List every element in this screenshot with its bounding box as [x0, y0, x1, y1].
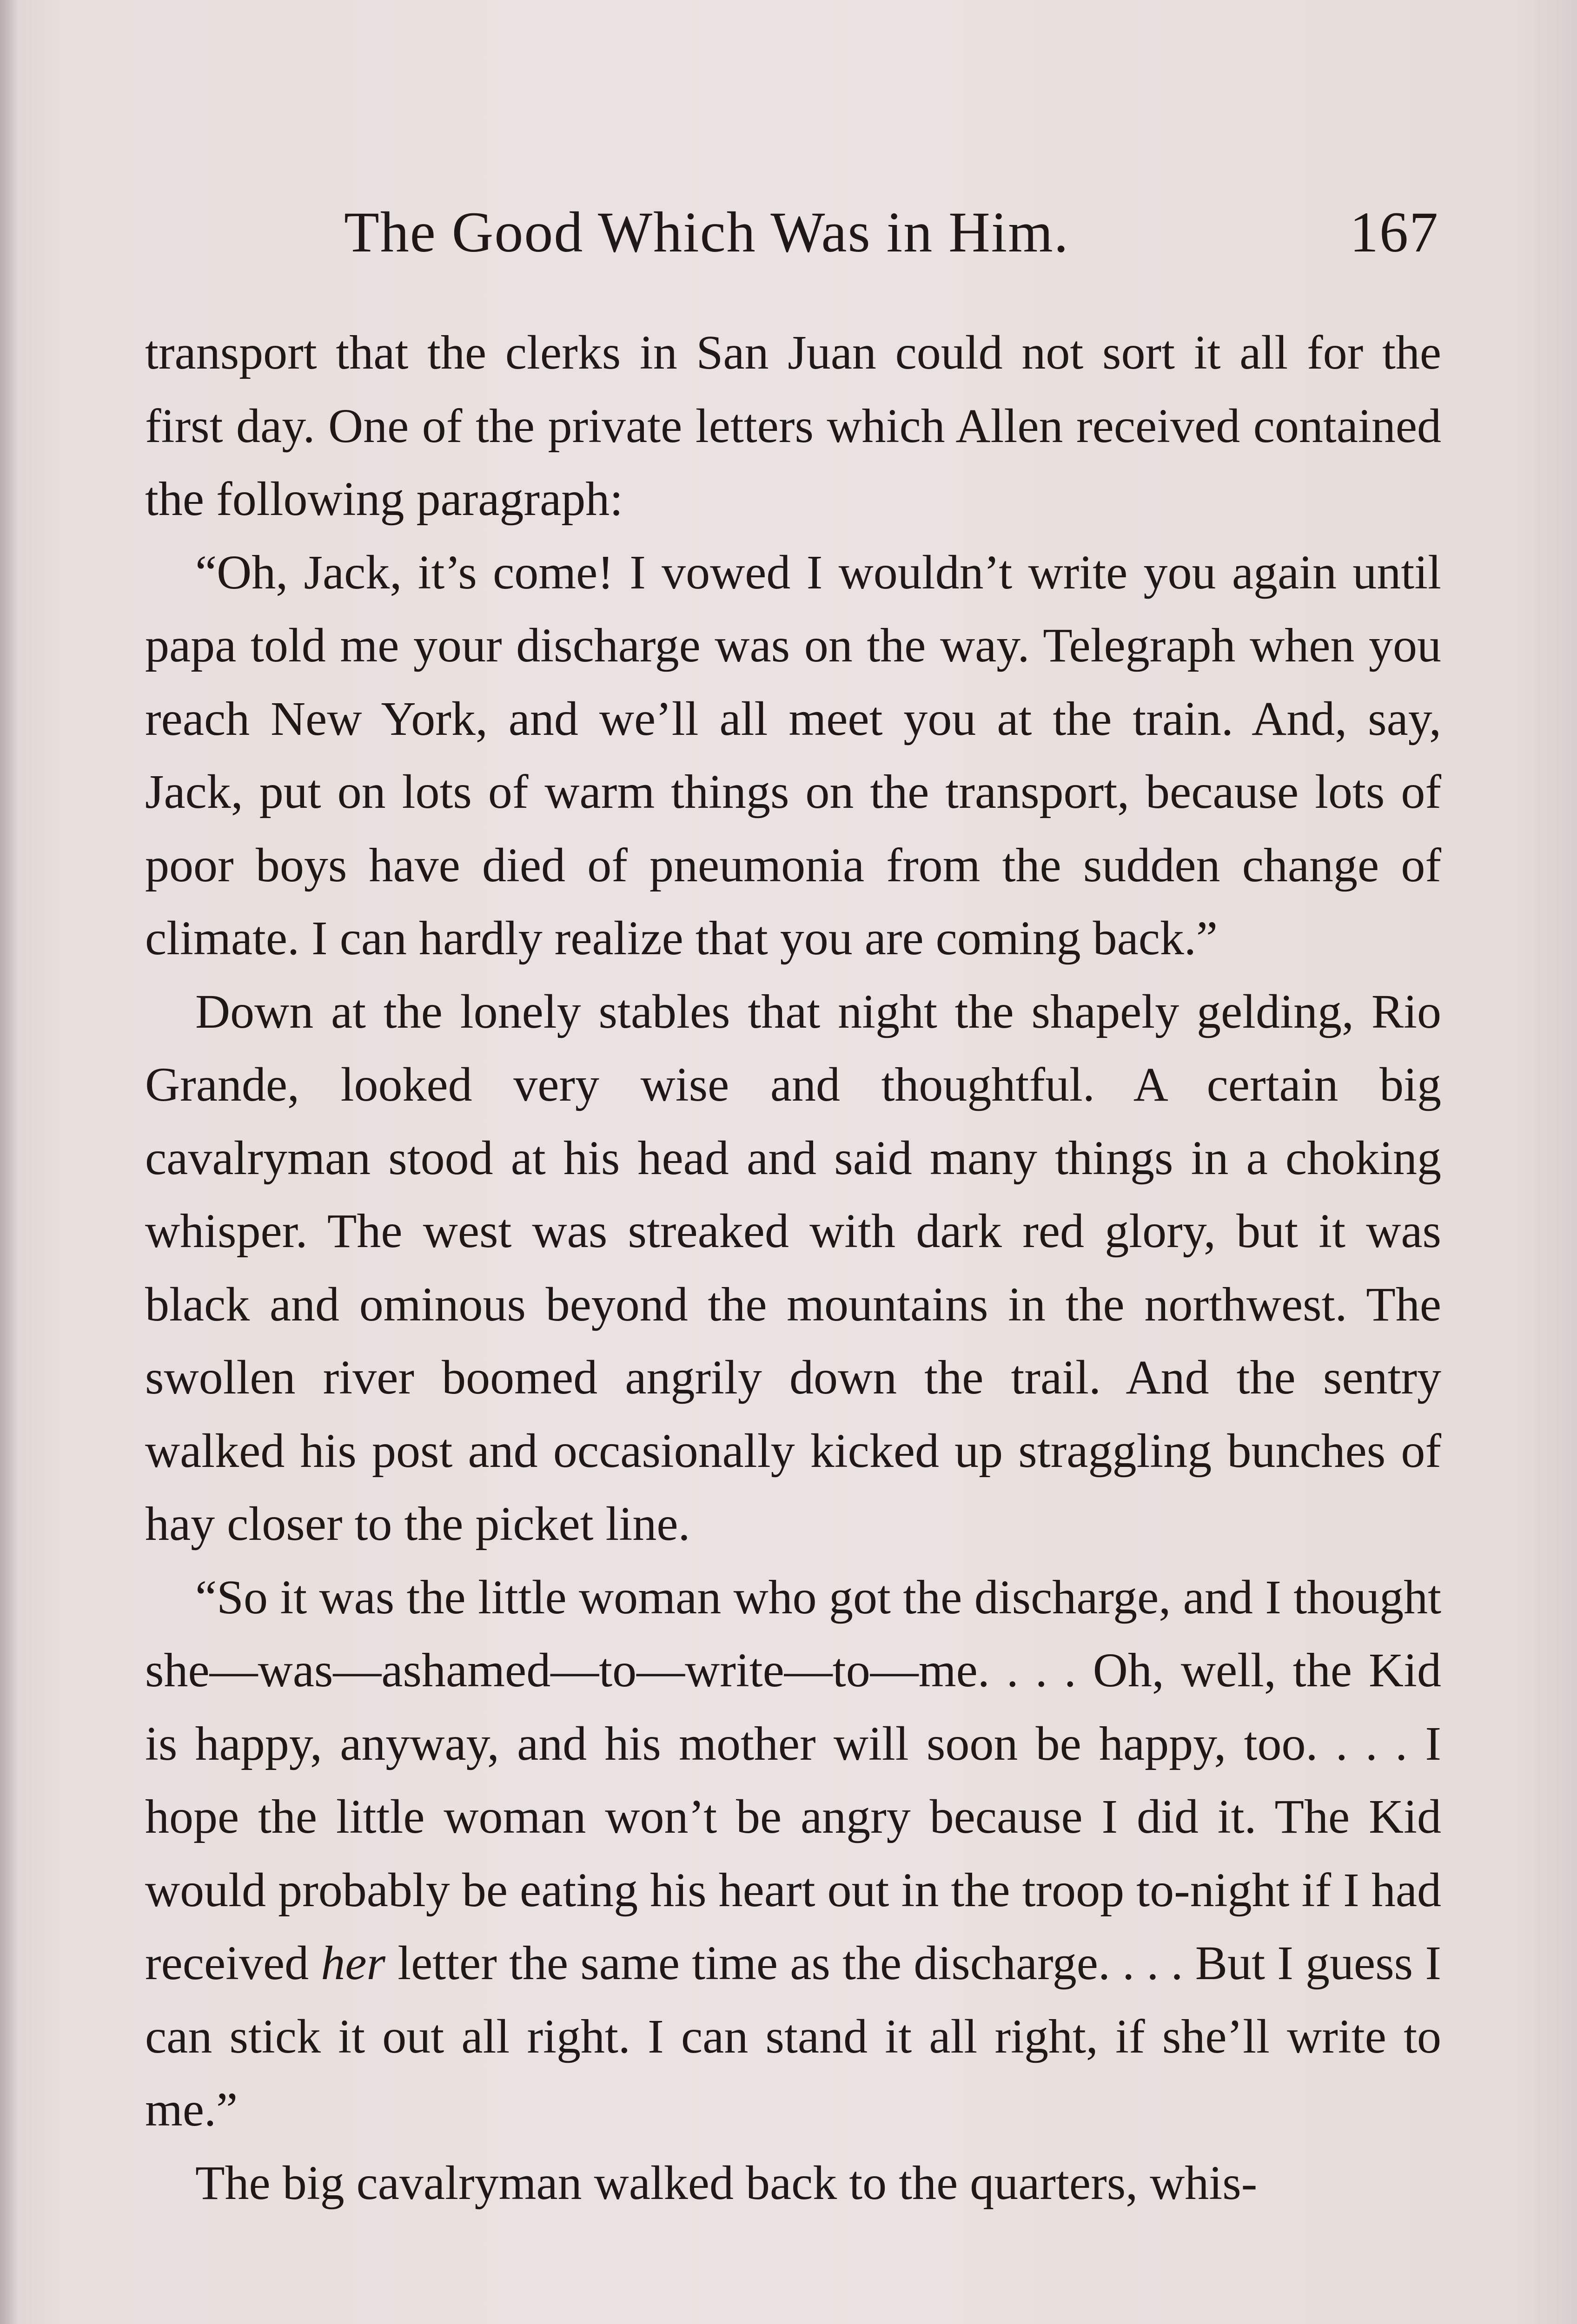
page-number: 167 [1350, 200, 1439, 264]
monologue-text-start: “So it was the little woman who got the discharge, and I thought she—was—ashamed—to—write—to—me. . . . Oh, well, the Kid is happy, anyway, and his mother will soon be happy, too. . . . I hope the little woman won’t be angry because I did it. The Kid would probably be eating his heart out in the troop to-night if I had received [145, 1570, 1441, 1990]
paragraph-letter-quote: “Oh, Jack, it’s come! I vowed I wouldn’t write you again until papa told me your discharge was on the way. Telegraph when you reach New York, and we’ll all meet you at the train. And, say, Jack, put on lots of warm things on the transport, because lots of poor boys have died of pneumonia from the sudden change of climate. I can hardly realize that you are coming back.” [145, 545, 1441, 965]
paragraph-continuation: transport that the clerks in San Juan could not sort it all for the first day. One of the private letters which Allen received contained the following paragraph: [145, 326, 1441, 526]
paragraph-final: The big cavalryman walked back to the quarters, whis- [195, 2156, 1258, 2210]
monologue-text-end: letter the same time as the discharge. . . . But I guess I can stick it out all right. I can stand it all right, if she’ll write to me.” [145, 1936, 1441, 2136]
spine-shadow [0, 0, 19, 2324]
paragraph-monologue [145, 1561, 1441, 2146]
running-head-title: The Good Which Was in Him. [344, 200, 1069, 264]
running-head [344, 195, 1439, 270]
italic-emphasis: her [321, 1936, 386, 1990]
body-text [145, 316, 1441, 2219]
paragraph-stables: Down at the lonely stables that night the shapely gelding, Rio Grande, looked very wise and thoughtful. A certain big cavalryman stood at his head and said many things in a choking whisper. The west was streaked with dark red glory, but it was black and ominous beyond the mountains in the northwest. The swollen river boomed angrily down the trail. And the sentry walked his post and occasionally kicked up straggling bunches of hay closer to the picket line. [145, 984, 1441, 1551]
